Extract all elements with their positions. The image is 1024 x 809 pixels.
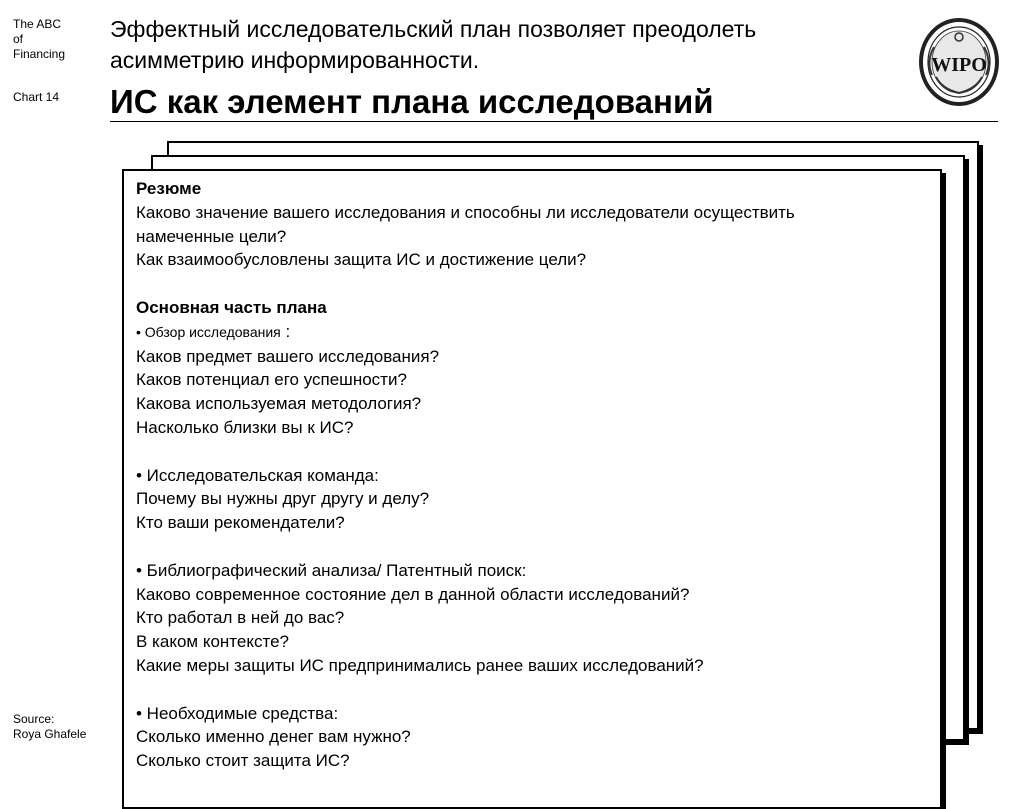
text-line: Сколько стоит защита ИС? — [136, 751, 350, 771]
text-line: Какова используемая методология? — [136, 394, 422, 414]
bullet-heading — [136, 320, 940, 345]
bullet-heading: • Необходимые средства: — [136, 703, 339, 723]
logo-text: WIPO — [931, 54, 987, 76]
text-line: намеченные цели? — [136, 226, 287, 246]
brand-line: Financing — [13, 47, 66, 61]
source-label: Source: — [13, 712, 55, 726]
bullet-colon: : — [280, 321, 291, 341]
research-plan-sheet — [122, 169, 942, 809]
text-line: Каков потенциал его успешности? — [136, 370, 407, 390]
title-divider — [110, 121, 998, 122]
text-line: Почему вы нужны друг другу и делу? — [136, 489, 430, 509]
chart-number: Chart 14 — [13, 90, 60, 104]
text-line: Каков предмет вашего исследования? — [136, 346, 440, 366]
text-line: Кто ваши рекомендатели? — [136, 513, 345, 533]
text-line: Какие меры защиты ИС предпринимались ранее ваших исследований? — [136, 655, 704, 675]
text-line: Сколько именно денег вам нужно? — [136, 727, 411, 747]
page-title: ИС как элемент плана исследований — [110, 83, 714, 120]
text-line: В каком контексте? — [136, 632, 289, 652]
section-heading: Основная часть плана — [136, 297, 327, 317]
page-subtitle: Эффектный исследовательский план позволяет преодолеть асимметрию информированности. — [110, 16, 757, 73]
bullet-heading: • Исследовательская команда: — [136, 465, 379, 485]
text-line: Насколько близки вы к ИС? — [136, 417, 354, 437]
wipo-logo — [918, 17, 1000, 107]
bullet-heading: • Библиографический анализа/ Патентный поиск: — [136, 560, 527, 580]
text-line: Каково значение вашего исследования и способны ли исследователи осуществить — [136, 202, 795, 222]
text-line: Каково современное состояние дел в данной области исследований? — [136, 584, 690, 604]
text-line: Как взаимообусловлены защита ИС и достижение цели? — [136, 250, 587, 270]
text-line: Кто работал в ней до вас? — [136, 608, 345, 628]
section-heading: Резюме — [136, 179, 202, 198]
bullet-label: • Обзор исследования — [136, 323, 281, 340]
brand-line: of — [13, 32, 24, 46]
source-credit — [13, 712, 108, 742]
source-author: Roya Ghafele — [13, 727, 87, 741]
brand-label — [13, 17, 108, 62]
brand-line: The ABC — [13, 17, 62, 31]
